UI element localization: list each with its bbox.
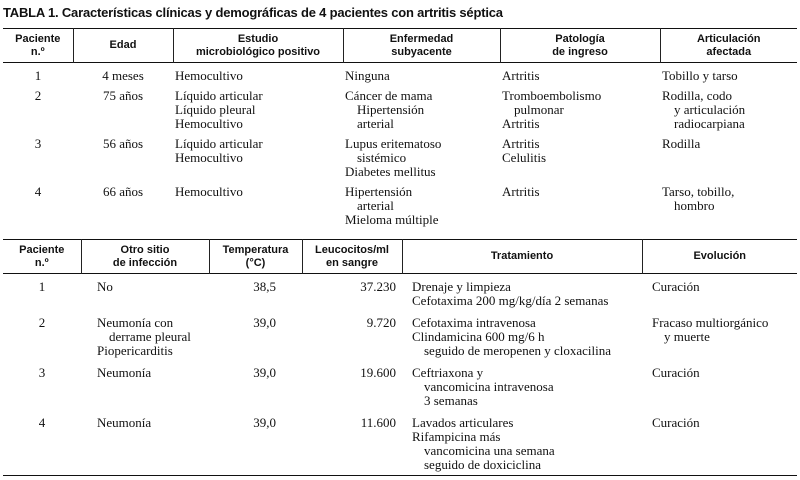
cell-line: Rodilla (662, 135, 701, 151)
cell-edad: 66 años (102, 183, 144, 199)
cell-leucocitos: 19.600 (360, 364, 396, 380)
cell-line: Artritis (502, 67, 540, 83)
cell-line: Tarso, tobillo, (662, 183, 735, 199)
cell-num: 1 (38, 278, 46, 294)
cell-patologia (500, 185, 660, 233)
cell-num: 4 (34, 183, 42, 199)
cell-line: hombro (674, 197, 715, 213)
cell-line: Hemocultivo (175, 149, 243, 165)
table-row (3, 316, 797, 366)
cell-line: Cefotaxima 200 mg/kg/día 2 semanas (412, 292, 609, 308)
cell-patologia (500, 89, 660, 137)
header-line: Tratamiento (490, 250, 554, 262)
cell-articulacion (660, 185, 797, 233)
cell-evolucion (642, 316, 797, 366)
header-line: Otro sitio (120, 243, 170, 256)
header-line: (°C) (245, 256, 266, 269)
cell-line: 3 semanas (424, 392, 478, 408)
cell-line: Artritis (502, 115, 540, 131)
cell-edad: 56 años (102, 135, 144, 151)
table-bottom-rule (3, 475, 797, 476)
header-line: Articulación (696, 32, 761, 45)
header-otro-sitio (81, 240, 209, 274)
cell-estudio (173, 185, 343, 233)
table-row (3, 89, 797, 137)
table-row (3, 185, 797, 233)
cell-leucocitos: 37.230 (360, 278, 396, 294)
cell-estudio (173, 137, 343, 185)
cell-evolucion (642, 366, 797, 416)
cell-line: Clindamicina 600 mg/6 h (412, 328, 545, 344)
cell-evolucion (642, 416, 797, 478)
cell-line: Artritis (502, 135, 540, 151)
table-row (3, 416, 797, 478)
cell-tratamiento (402, 416, 642, 478)
cell-estudio (173, 89, 343, 137)
cell-num: 2 (38, 314, 46, 330)
cell-line: Tobillo y tarso (662, 67, 738, 83)
cell-line: Drenaje y limpieza (412, 278, 511, 294)
header-line: Estudio (237, 32, 279, 45)
cell-line: pulmonar (514, 101, 564, 117)
header-line: en sangre (326, 256, 378, 269)
cell-enfermedad (343, 137, 500, 185)
cell-tratamiento (402, 280, 642, 316)
cell-line: sistémico (357, 149, 407, 165)
cell-line: Hipertensión (345, 183, 413, 199)
cell-line: arterial (357, 197, 394, 213)
cell-otro-sitio (81, 280, 209, 316)
header-paciente (3, 29, 73, 63)
header-line: Temperatura (222, 243, 289, 256)
header-leucocitos (302, 240, 402, 274)
cell-articulacion (660, 89, 797, 137)
cell-leucocitos: 9.720 (366, 314, 396, 330)
table-row (3, 137, 797, 185)
cell-leucocitos: 11.600 (360, 414, 396, 430)
cell-line: Artritis (502, 183, 540, 199)
header-line: subyacente (391, 45, 452, 58)
header-evolucion (642, 240, 797, 274)
cell-line: Piopericarditis (97, 342, 173, 358)
cell-num: 3 (38, 364, 46, 380)
header-line: Enfermedad (389, 32, 454, 45)
header-articulacion (660, 29, 797, 63)
cell-enfermedad (343, 69, 500, 89)
cell-articulacion (660, 69, 797, 89)
clinical-table (3, 28, 797, 233)
cell-line: Neumonía (97, 364, 152, 380)
cell-otro-sitio (81, 416, 209, 478)
cell-line: radiocarpiana (674, 115, 745, 131)
cell-enfermedad (343, 185, 500, 233)
cell-line: Neumonía (97, 414, 152, 430)
header-line: microbiológico positivo (195, 45, 321, 58)
cell-line: Rifampicina más (412, 428, 501, 444)
table-title: TABLA 1. Características clínicas y demográficas de 4 pacientes con artritis séptica (3, 5, 503, 20)
cell-line: Curación (652, 278, 700, 294)
cell-line: Líquido pleural (175, 101, 256, 117)
table-row (3, 280, 797, 316)
table-row (3, 69, 797, 89)
cell-num: 2 (34, 87, 42, 103)
cell-line: Mieloma múltiple (345, 211, 439, 227)
header-line: Edad (109, 39, 137, 51)
clinical-table-header (3, 29, 797, 63)
header-line: Leucocitos/ml (315, 243, 389, 256)
cell-line: Líquido articular (175, 87, 263, 103)
cell-otro-sitio (81, 316, 209, 366)
treatment-table-header (3, 240, 797, 274)
cell-line: y muerte (664, 328, 710, 344)
cell-line: seguido de doxiciclina (424, 456, 541, 472)
cell-patologia (500, 137, 660, 185)
cell-line: Cefotaxima intravenosa (412, 314, 536, 330)
header-line: Paciente (19, 243, 65, 256)
header-temperatura (209, 240, 302, 274)
cell-line: Lavados articulares (412, 414, 514, 430)
table-row (3, 366, 797, 416)
cell-patologia (500, 69, 660, 89)
cell-line: Diabetes mellitus (345, 163, 436, 179)
header-line: n.º (30, 45, 45, 58)
cell-line: Fracaso multiorgánico (652, 314, 769, 330)
cell-line: derrame pleural (109, 328, 191, 344)
cell-line: Hipertensión (357, 101, 425, 117)
header-line: Paciente (15, 32, 61, 45)
cell-line: Cáncer de mama (345, 87, 433, 103)
cell-articulacion (660, 137, 797, 185)
header-tratamiento (402, 240, 642, 274)
header-line: de infección (112, 256, 178, 269)
header-line: Evolución (693, 250, 747, 262)
cell-num: 3 (34, 135, 42, 151)
header-paciente (3, 240, 81, 274)
cell-line: Ceftriaxona y (412, 364, 484, 380)
cell-otro-sitio (81, 366, 209, 416)
cell-line: Rodilla, codo (662, 87, 733, 103)
cell-evolucion (642, 280, 797, 316)
cell-line: Curación (652, 364, 700, 380)
cell-line: No (97, 278, 113, 294)
cell-edad: 75 años (102, 87, 144, 103)
header-line: Patología (555, 32, 605, 45)
header-patologia (500, 29, 660, 63)
cell-temperatura: 39,0 (253, 314, 276, 330)
cell-line: Líquido articular (175, 135, 263, 151)
header-enfermedad (343, 29, 500, 63)
header-estudio (173, 29, 343, 63)
cell-tratamiento (402, 316, 642, 366)
cell-temperatura: 38,5 (253, 278, 276, 294)
header-edad (73, 29, 173, 63)
header-line: de ingreso (552, 45, 608, 58)
cell-line: Celulitis (502, 149, 547, 165)
cell-tratamiento (402, 366, 642, 416)
cell-line: Hemocultivo (175, 115, 243, 131)
cell-edad: 4 meses (102, 67, 144, 83)
cell-line: seguido de meropenen y cloxacilina (424, 342, 611, 358)
cell-line: vancomicina intravenosa (424, 378, 554, 394)
cell-enfermedad (343, 89, 500, 137)
cell-temperatura: 39,0 (253, 414, 276, 430)
header-line: afectada (706, 45, 752, 58)
cell-line: Tromboembolismo (502, 87, 602, 103)
header-line: n.º (34, 256, 49, 269)
cell-line: Curación (652, 414, 700, 430)
cell-num: 1 (34, 67, 42, 83)
cell-line: Ninguna (345, 67, 390, 83)
cell-line: Hemocultivo (175, 183, 243, 199)
cell-line: Neumonía con (97, 314, 174, 330)
cell-estudio (173, 69, 343, 89)
cell-num: 4 (38, 414, 46, 430)
cell-line: Hemocultivo (175, 67, 243, 83)
treatment-table (3, 239, 797, 478)
cell-line: y articulación (674, 101, 746, 117)
cell-line: arterial (357, 115, 394, 131)
cell-temperatura: 39,0 (253, 364, 276, 380)
cell-line: vancomicina una semana (424, 442, 555, 458)
cell-line: Lupus eritematoso (345, 135, 442, 151)
